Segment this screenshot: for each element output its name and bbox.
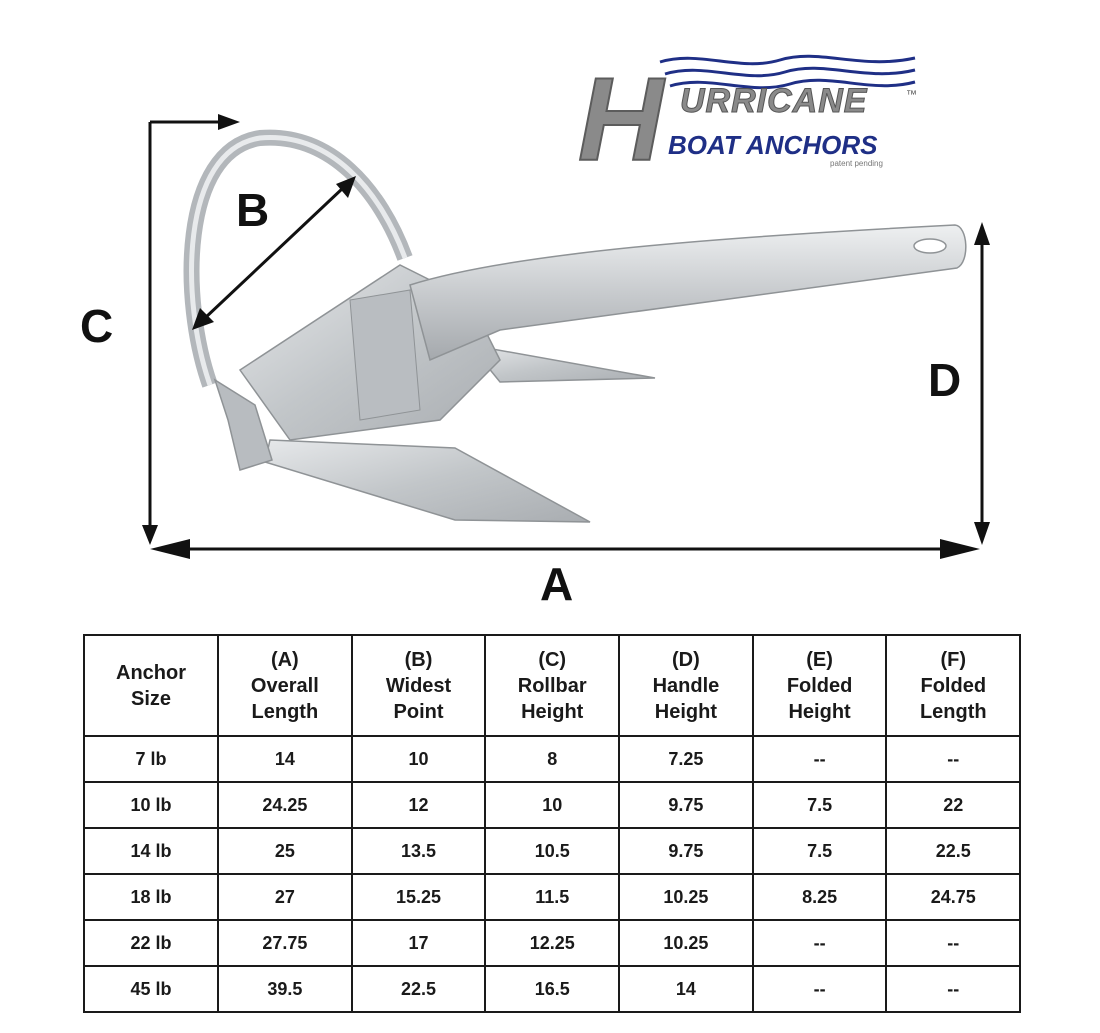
cell-overall-length: 27 bbox=[218, 874, 352, 920]
cell-folded-length: 24.75 bbox=[886, 874, 1020, 920]
cell-handle-height: 14 bbox=[619, 966, 753, 1012]
table-row bbox=[84, 828, 1020, 874]
table-row bbox=[84, 966, 1020, 1012]
cell-folded-length: -- bbox=[886, 920, 1020, 966]
cell-widest-point: 10 bbox=[352, 736, 486, 782]
table-header-row bbox=[84, 635, 1020, 736]
table-row bbox=[84, 736, 1020, 782]
cell-widest-point: 22.5 bbox=[352, 966, 486, 1012]
header-widest-point: (B) Widest Point bbox=[352, 635, 486, 736]
cell-handle-height: 10.25 bbox=[619, 874, 753, 920]
cell-anchor-size: 14 lb bbox=[84, 828, 218, 874]
cell-overall-length: 39.5 bbox=[218, 966, 352, 1012]
cell-overall-length: 14 bbox=[218, 736, 352, 782]
cell-rollbar-height: 10.5 bbox=[485, 828, 619, 874]
cell-rollbar-height: 8 bbox=[485, 736, 619, 782]
table-row bbox=[84, 782, 1020, 828]
cell-handle-height: 9.75 bbox=[619, 828, 753, 874]
cell-widest-point: 17 bbox=[352, 920, 486, 966]
cell-widest-point: 12 bbox=[352, 782, 486, 828]
dimension-label-c: C bbox=[80, 300, 114, 352]
cell-folded-height: 7.5 bbox=[753, 782, 887, 828]
cell-anchor-size: 22 lb bbox=[84, 920, 218, 966]
logo-note: patent pending bbox=[830, 159, 883, 168]
cell-anchor-size: 45 lb bbox=[84, 966, 218, 1012]
cell-folded-length: -- bbox=[886, 966, 1020, 1012]
anchor-spec-table bbox=[83, 634, 1021, 1013]
dimension-lines bbox=[142, 114, 990, 559]
cell-folded-height: -- bbox=[753, 736, 887, 782]
cell-folded-height: -- bbox=[753, 966, 887, 1012]
hurricane-logo bbox=[578, 54, 917, 186]
dimension-label-a: A bbox=[540, 558, 574, 610]
cell-folded-height: 8.25 bbox=[753, 874, 887, 920]
cell-anchor-size: 7 lb bbox=[84, 736, 218, 782]
logo-tm: ™ bbox=[906, 89, 917, 101]
cell-rollbar-height: 12.25 bbox=[485, 920, 619, 966]
cell-handle-height: 9.75 bbox=[619, 782, 753, 828]
cell-rollbar-height: 16.5 bbox=[485, 966, 619, 1012]
cell-overall-length: 24.25 bbox=[218, 782, 352, 828]
cell-folded-height: -- bbox=[753, 920, 887, 966]
header-folded-height: (E) Folded Height bbox=[753, 635, 887, 736]
dimension-label-d: D bbox=[928, 354, 962, 406]
cell-overall-length: 25 bbox=[218, 828, 352, 874]
logo-subtitle: BOAT ANCHORS bbox=[668, 130, 878, 160]
cell-handle-height: 7.25 bbox=[619, 736, 753, 782]
header-anchor-size: Anchor Size bbox=[84, 635, 218, 736]
cell-rollbar-height: 10 bbox=[485, 782, 619, 828]
cell-handle-height: 10.25 bbox=[619, 920, 753, 966]
cell-anchor-size: 10 lb bbox=[84, 782, 218, 828]
header-folded-length: (F) Folded Length bbox=[886, 635, 1020, 736]
header-overall-length: (A) Overall Length bbox=[218, 635, 352, 736]
cell-folded-length: 22.5 bbox=[886, 828, 1020, 874]
cell-folded-height: 7.5 bbox=[753, 828, 887, 874]
logo-initial: H bbox=[578, 54, 664, 186]
anchor-illustration bbox=[192, 138, 966, 522]
cell-folded-length: 22 bbox=[886, 782, 1020, 828]
header-handle-height: (D) Handle Height bbox=[619, 635, 753, 736]
table-row bbox=[84, 874, 1020, 920]
header-rollbar-height: (C) Rollbar Height bbox=[485, 635, 619, 736]
cell-anchor-size: 18 lb bbox=[84, 874, 218, 920]
cell-widest-point: 13.5 bbox=[352, 828, 486, 874]
dimension-label-b: B bbox=[236, 184, 270, 236]
table-row bbox=[84, 920, 1020, 966]
logo-brand: URRICANE bbox=[680, 82, 868, 120]
cell-rollbar-height: 11.5 bbox=[485, 874, 619, 920]
cell-overall-length: 27.75 bbox=[218, 920, 352, 966]
cell-widest-point: 15.25 bbox=[352, 874, 486, 920]
cell-folded-length: -- bbox=[886, 736, 1020, 782]
